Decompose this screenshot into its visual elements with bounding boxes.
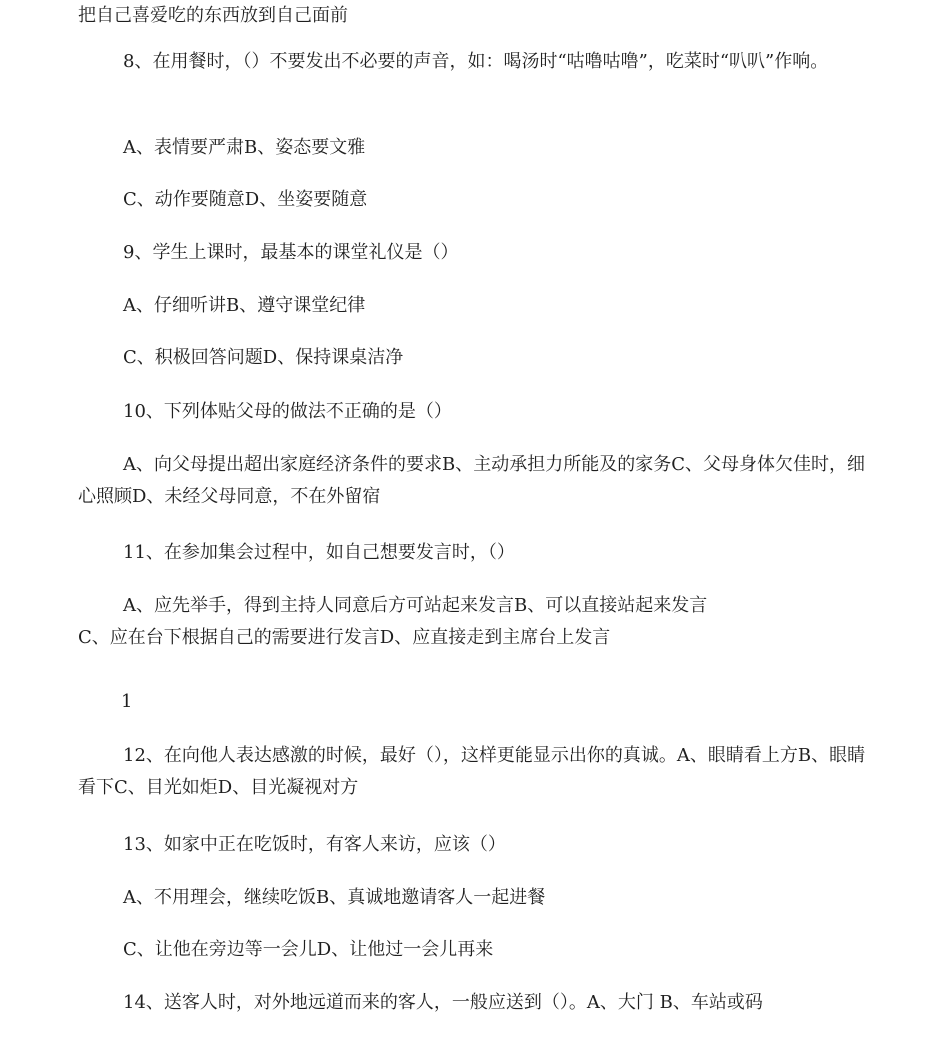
question-12: 12、在向他人表达感激的时候，最好（），这样更能显示出你的真诚。A、眼睛看上方B、眼睛看下C、目光如炬D、目光凝视对方 <box>78 745 866 798</box>
question-8: 8、在用餐时，（）不要发出不必要的声音，如：喝汤时“咕噜咕噜”，吃菜时“叭叭”作响。 <box>123 51 829 72</box>
question-13-options-ab: A、不用理会，继续吃饭B、真诚地邀请客人一起进餐 <box>123 887 546 908</box>
text-line: 把自己喜爱吃的东西放到自己面前 <box>78 5 348 26</box>
question-8-options-ab: A、表情要严肃B、姿态要文雅 <box>123 137 366 158</box>
question-9-options-ab: A、仔细听讲B、遵守课堂纪律 <box>123 295 366 316</box>
question-11-options-ab: A、应先举手，得到主持人同意后方可站起来发言B、可以直接站起来发言 <box>123 595 708 616</box>
question-11: 11、在参加集会过程中，如自己想要发言时，（） <box>123 542 515 563</box>
question-10: 10、下列体贴父母的做法不正确的是（） <box>123 401 452 422</box>
question-13: 13、如家中正在吃饭时，有客人来访，应该（） <box>123 834 506 855</box>
page-number: 1 <box>121 691 133 712</box>
question-14: 14、送客人时，对外地远道而来的客人，一般应送到（）。A、大门 B、车站或码 <box>123 992 763 1013</box>
question-9: 9、学生上课时，最基本的课堂礼仪是（） <box>123 242 459 263</box>
question-10-options: A、向父母提出超出家庭经济条件的要求B、主动承担力所能及的家务C、父母身体欠佳时，细心照顾D、未经父母同意，不在外留宿 <box>78 454 865 507</box>
question-8-options-cd: C、动作要随意D、坐姿要随意 <box>123 189 368 210</box>
question-13-options-cd: C、让他在旁边等一会儿D、让他过一会儿再来 <box>123 939 494 960</box>
question-11-options-cd: C、应在台下根据自己的需要进行发言D、应直接走到主席台上发言 <box>78 627 611 648</box>
question-9-options-cd: C、积极回答问题D、保持课桌洁净 <box>123 347 404 368</box>
